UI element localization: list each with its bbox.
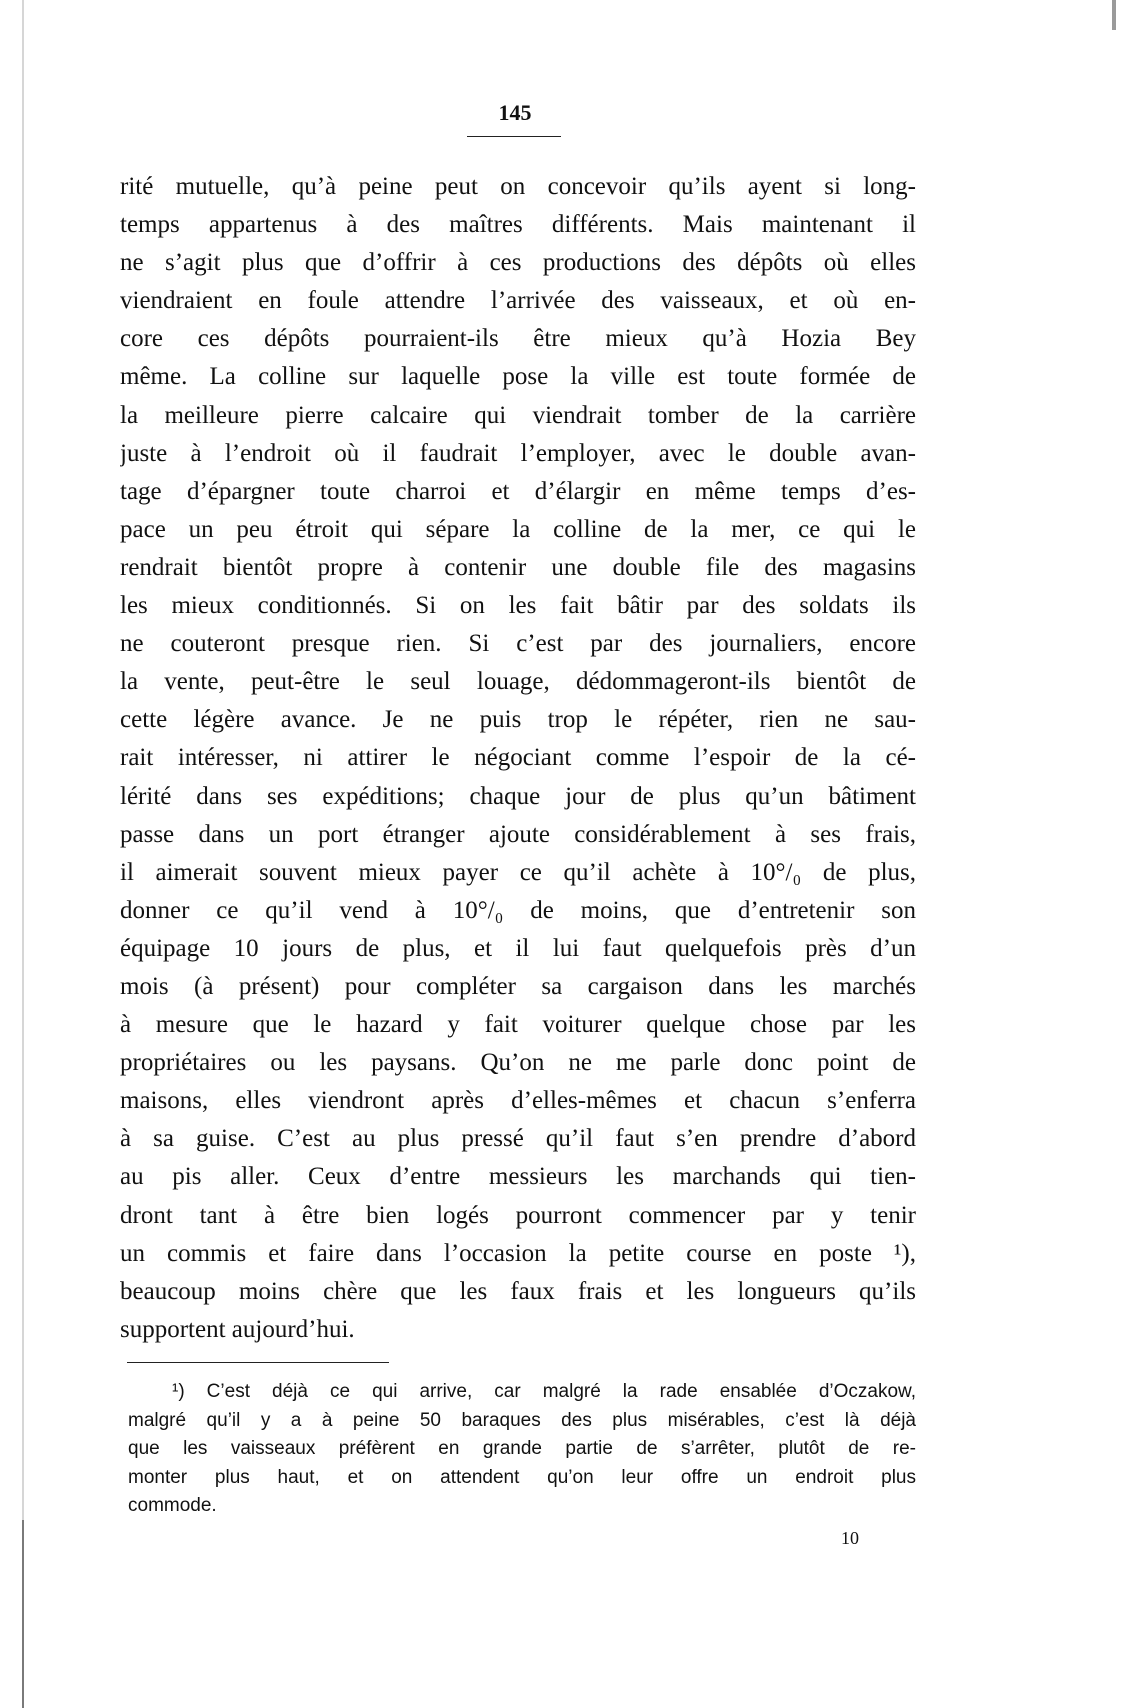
- footnote-line: ¹) C’est déjà ce qui arrive, car malgré la rade ensablée d’Oczakow,: [172, 1381, 916, 1402]
- scan-corner-mark: [1112, 0, 1116, 30]
- body-line: même. La colline sur laquelle pose la ville est toute formée de: [120, 363, 916, 391]
- body-line: à sa guise. C’est au plus pressé qu’il faut s’en prendre d’abord: [120, 1125, 916, 1153]
- footnote: [128, 1378, 916, 1521]
- body-line: dront tant à être bien logés pourront commencer par y tenir: [120, 1201, 916, 1229]
- footnote-line: que les vaisseaux préfèrent en grande partie de s’arrêter, plutôt de re-: [128, 1438, 916, 1459]
- body-line: au pis aller. Ceux d’entre messieurs les marchands qui tien-: [120, 1163, 916, 1191]
- body-text: [120, 168, 916, 1349]
- page-number: 145: [498, 100, 532, 125]
- body-line: core ces dépôts pourraient-ils être mieux qu’à Hozia Bey: [120, 325, 916, 353]
- body-line: la vente, peut-être le seul louage, dédommageront-ils bientôt de: [120, 668, 916, 696]
- scan-binding-shadow: [22, 1520, 24, 1708]
- footnote-line: monter plus haut, et on attendent qu’on leur offre un endroit plus: [128, 1466, 916, 1488]
- body-line: beaucoup moins chère que les faux frais et les longueurs qu’ils: [120, 1277, 916, 1305]
- body-line: rité mutuelle, qu’à peine peut on concevoir qu’ils ayent si long-: [120, 173, 916, 200]
- body-line: tage d’épargner toute charroi et d’élargir en même temps d’es-: [120, 477, 916, 505]
- body-line: viendraient en foule attendre l’arrivée des vaisseaux, et où en-: [120, 287, 916, 315]
- body-line: donner ce qu’il vend à 10°/₀ de moins, que d’entretenir son: [120, 896, 916, 924]
- signature-mark: 10: [841, 1528, 859, 1548]
- body-line: rendrait bientôt propre à contenir une double file des magasins: [120, 553, 916, 581]
- page-number-rule: [467, 136, 561, 137]
- body-line: rait intéresser, ni attirer le négociant comme l’espoir de la cé-: [120, 744, 916, 772]
- body-line: juste à l’endroit où il faudrait l’employer, avec le double avan-: [120, 439, 916, 467]
- body-line: lérité dans ses expéditions; chaque jour de plus qu’un bâtiment: [120, 782, 916, 810]
- body-line: pace un peu étroit qui sépare la colline de la mer, ce qui le: [120, 515, 916, 543]
- footnote-line: commode.: [128, 1495, 217, 1516]
- body-line: temps appartenus à des maîtres différents. Mais maintenant il: [120, 211, 916, 239]
- body-line: maisons, elles viendront après d’elles-mêmes et chacun s’enferra: [120, 1087, 916, 1115]
- body-line: un commis et faire dans l’occasion la petite course en poste ¹),: [120, 1239, 916, 1267]
- body-line: il aimerait souvent mieux payer ce qu’il achète à 10°/₀ de plus,: [120, 858, 916, 886]
- body-line: passe dans un port étranger ajoute considérablement à ses frais,: [120, 820, 916, 848]
- body-line: mois (à présent) pour compléter sa cargaison dans les marchés: [120, 972, 916, 1000]
- body-line: équipage 10 jours de plus, et il lui faut quelquefois près d’un: [120, 934, 916, 962]
- body-line: supportent aujourd’hui.: [120, 1315, 355, 1343]
- footnote-line: malgré qu’il y a à peine 50 baraques des plus misérables, c’est là déjà: [128, 1409, 916, 1431]
- body-line: à mesure que le hazard y fait voiturer quelque chose par les: [120, 1011, 916, 1039]
- body-line: cette légère avance. Je ne puis trop le répéter, rien ne sau-: [120, 706, 916, 734]
- scan-page-edge: [22, 0, 24, 1708]
- body-line: ne s’agit plus que d’offrir à ces productions des dépôts où elles: [120, 249, 916, 277]
- body-line: la meilleure pierre calcaire qui viendrait tomber de la carrière: [120, 401, 916, 429]
- body-line: propriétaires ou les paysans. Qu’on ne me parle donc point de: [120, 1049, 916, 1077]
- footnote-rule: [127, 1362, 389, 1363]
- body-line: les mieux conditionnés. Si on les fait bâtir par des soldats ils: [120, 592, 916, 620]
- body-line: ne couteront presque rien. Si c’est par des journaliers, encore: [120, 630, 916, 658]
